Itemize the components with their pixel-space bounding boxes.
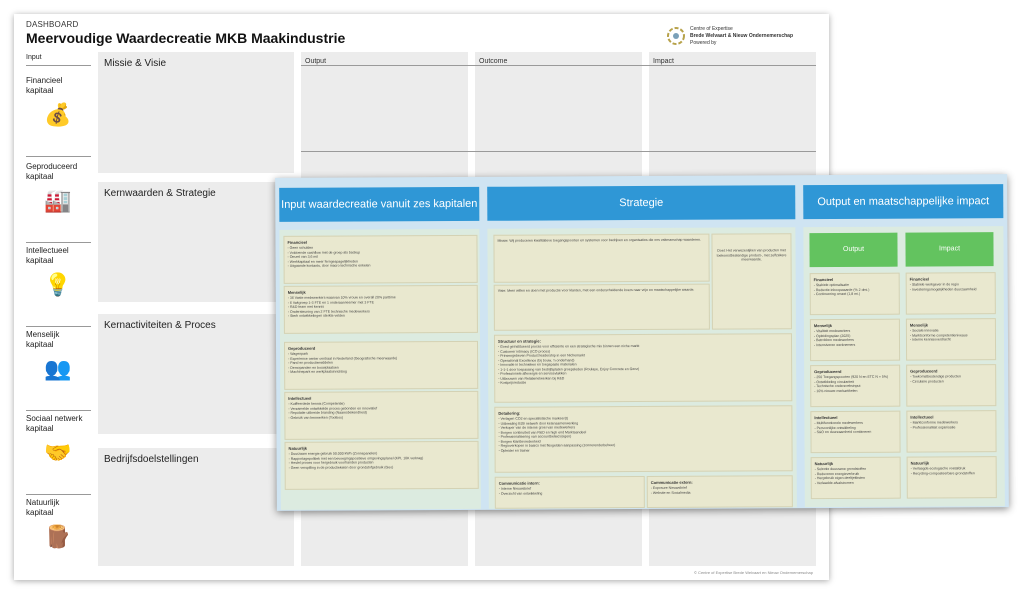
box-line: - Borgen continuïteit van R&D en high end Marktaandeel [498, 429, 587, 435]
panel-bedrijfsdoelstellingen [98, 448, 294, 566]
column-header: Outcome [479, 58, 508, 65]
box-title: Intellectueel [910, 414, 934, 420]
box-title: Financieel [287, 239, 308, 245]
box-line: - Ondersteuning van 2 FTE technische medewerkers [287, 308, 370, 314]
capital-label: Intellectueel kapitaal [26, 246, 69, 265]
box-line: - Verkoper van de interne groei van medewerkers [498, 425, 576, 430]
missie-text: Missie: Wij produceren kwalitatieve toegangspoorten en systemen voor bedrijven en organisaties die ons vakmanschap waarderen. [497, 237, 701, 243]
box-title: Natuurlijk [910, 460, 930, 466]
logo-emblem-icon [666, 26, 686, 46]
capital-item [26, 246, 91, 298]
box-line: - 1-1-1 door toepassing van bedrijfsplaten groepsleden (Roulaye, Enjoy Concrete en Genz) [498, 366, 640, 372]
row-title: Missie & Visie [104, 58, 167, 69]
sidebar-divider [26, 326, 91, 327]
dashboard-kicker: DASHBOARD [26, 20, 79, 29]
impact-box [906, 410, 996, 452]
box-line: - Website en Socialmedia [650, 490, 691, 495]
output-header: Output [809, 233, 897, 267]
sidebar-divider [26, 156, 91, 157]
box-title: Detailering: [498, 410, 521, 416]
box-title: Natuurlijk [288, 445, 308, 451]
output-box [810, 365, 900, 407]
input-box [283, 235, 477, 284]
panel-kernactiviteiten [98, 314, 294, 434]
box-line: - Continuering omzet (1,8 mi.) [813, 291, 861, 297]
box-line: - Voldoende cashflow met de groep als backup [287, 249, 361, 255]
communicatie-intern-box [495, 476, 645, 509]
box-title: Communicatie extern: [650, 479, 693, 485]
capital-label: Financieel kapitaal [26, 76, 63, 95]
impact-box [907, 456, 997, 498]
box-line: - Reputatie uitbreide branding (Naamsbekendheid) [288, 410, 367, 415]
box-title: Intellectueel [288, 395, 312, 401]
box-line: - Stabiele werkgever in de regio [909, 282, 959, 287]
box-line: - Professionaliteit organisatie [910, 424, 956, 430]
box-title: Financieel [909, 276, 930, 282]
band-strategie: Strategie [487, 185, 795, 221]
box-line: - Geen schulden [287, 245, 314, 250]
box-line: - Innovatie in technieken en toegepaste materialen [498, 362, 577, 367]
box-line: - S&O en duurzaamheid combineren [814, 429, 872, 435]
box-line: - Ontwikkeling circulariteit [814, 379, 854, 384]
panel-missie-visie [98, 52, 294, 173]
box-line: - Omzet van 3,6 mil [287, 254, 318, 259]
box-title: Financieel [813, 276, 834, 283]
row-title: Bedrijfsdoelstellingen [104, 454, 199, 465]
network-icon: 🤝 [44, 440, 72, 465]
row-title: Kernactiviteiten & Proces [104, 320, 216, 331]
box-line: - 10% nieuwe merkartikelen [814, 388, 858, 393]
box-line: - Selectie duurzame grondstoffen [814, 466, 867, 472]
box-line: - Experience center centraal in Nederland (Geografische meerwaarde) [288, 355, 398, 361]
box-line: - Sterk ontwikkelingen sterkte velden [287, 313, 345, 318]
box-line: - Kostprijsreductie [498, 380, 527, 385]
box-line: - Verlaadde afvalstromen [814, 480, 854, 485]
box-title: Structuur en strategie: [497, 338, 541, 344]
panel-kernwaarden [98, 182, 294, 302]
visie-box [494, 284, 710, 331]
box-line: - Operational Excellence (bij bouw, 'n onderhand) [498, 357, 575, 363]
box-line: - Technische onderzoeksinput [814, 383, 861, 389]
box-line: - Pand en productiemiddelen [288, 360, 333, 365]
box-title: Menselijk [813, 323, 832, 329]
box-line: - 6 Vakgroep 1-3 FTE en 1 onderaanneemer met 3 FTE [287, 299, 374, 305]
capital-item [26, 162, 91, 214]
doel-box [711, 233, 792, 329]
column-header: Output [305, 58, 327, 65]
strategy-sheet [275, 174, 1009, 511]
sidebar-divider [26, 494, 91, 495]
box-line: - Professionalisering van accountbeleid (eigen) [498, 434, 572, 439]
visie-text: Visie: Meer willen en doen met productie voor klanten, met een onderscheidende koers naar vrije en maatschappelijke waarde. [497, 287, 695, 293]
input-box [284, 285, 478, 334]
input-header: Input [26, 54, 42, 61]
sidebar-divider [26, 410, 91, 411]
people-icon: 👥 [44, 356, 72, 381]
output-box [810, 319, 900, 361]
box-line: - Prinsengebeven Product leadership in een Nichemarkt [498, 353, 585, 358]
capital-label: Natuurlijk kapitaal [26, 498, 60, 517]
impact-box [906, 272, 996, 314]
output-box [810, 273, 900, 315]
box-line: - Betrokken medewerkers [813, 337, 854, 343]
lightbulb-icon: 💡 [44, 272, 72, 297]
box-line: - Kuiffeerdede kennis (Competentie) [288, 401, 345, 406]
box-line: - Verlaagde ecologische voetafdruk [910, 466, 966, 471]
header-divider [301, 65, 816, 66]
sidebar-divider [26, 242, 91, 243]
logo-line-2: Brede Welvaart & Nieuw Ondernemerschap [690, 33, 793, 39]
input-box [284, 391, 478, 440]
box-line: - Circulaire producten [910, 378, 944, 384]
box-line: - Uitbreiding B2B netwerk door ketensamenwerking [498, 420, 579, 426]
box-line: - Overzicht van ontwikkeling [498, 491, 543, 496]
box-line: - Goed geïnstitueerd proces voor efficiënte en een strategische mix binnen een niche markt [498, 344, 640, 349]
doel-text: Doel: Het verwezenlijken van producten met toekomstbestendige product-, met zelfzekere meerwaarde. [716, 248, 787, 262]
communicatie-extern-box [647, 475, 793, 508]
capital-label: Geproduceerd kapitaal [26, 162, 78, 181]
box-line: - Machinepark en werkplaatsinrichting [288, 369, 347, 374]
capital-item [26, 330, 91, 382]
coins-icon: 💰 [44, 102, 72, 127]
box-line: - Hestel proces voor hergebruik voorhanden producten [288, 460, 374, 465]
box-title: Geproduceerd [288, 345, 316, 351]
missie-box [493, 234, 709, 283]
box-line: - R&D team met kennis [287, 304, 325, 309]
box-title: Natuurlijk [814, 461, 834, 467]
box-title: Geproduceerd [910, 368, 938, 374]
dashboard-title: Meervoudige Waardecreatie MKB Maakindustrie [26, 30, 346, 46]
box-line: - Geen verspilling in de productieketen door grondstofgebruik (Geo) [288, 464, 394, 470]
band-input: Input waardecreatie vanuit zes kapitalen [279, 187, 479, 222]
sidebar-divider [26, 65, 91, 66]
factory-icon: 🏭 [44, 188, 72, 213]
box-line: - Hergebruik eigen deeltjekksten [814, 475, 865, 481]
impact-header: Impact [905, 232, 993, 266]
box-line: - Stabiele optimalisatie [813, 282, 849, 288]
capital-label: Menselijk kapitaal [26, 330, 60, 349]
centre-logo [666, 24, 816, 50]
box-line: - Duurzaam energie gebruik 50.000 kWh (Zonnepanelen) [288, 451, 378, 456]
box-line: - Demopanden en bouwplaatsen [288, 365, 339, 370]
column-header: Impact [653, 58, 675, 65]
box-line: - Multifunctionele medewerkers [814, 420, 863, 426]
input-box [285, 441, 479, 490]
box-line: - Vitaliteit medewerkers [813, 328, 851, 334]
box-line: - Verlagen CO2 en specialistische markeer(t) [498, 416, 569, 421]
box-line: - Uitbouwen van Relatienetwerken bij R&D [498, 375, 565, 381]
box-line: - Opleidingsplan (2025) [813, 333, 851, 338]
box-line: - Customer intimacy (ICO proces) [498, 348, 551, 354]
box-line: - Professionele aflevergie en servicevlakken [498, 371, 567, 376]
band-output-impact: Output en maatschappelijke impact [803, 184, 1003, 219]
structuur-box [494, 333, 792, 403]
box-title: Menselijk [287, 289, 306, 295]
box-line: - Rapportagepolitiek met een bevoegingspositieve omgevingsplanel (KPI, 10K verkrag) [288, 455, 424, 461]
box-line: - Exposure Nieuwsbrief [650, 485, 687, 490]
box-line: - Borgen klanttevredenheid [498, 439, 541, 444]
impact-box [906, 364, 996, 406]
box-line: - Wagenpark [288, 351, 308, 356]
box-line: - Interne kennisoverdracht [909, 337, 951, 342]
box-line: - 36 Vaste medewerkers waarvan 10% vrouw en overall 20% parttime [287, 295, 396, 300]
box-line: - Persoonlijke ontwikkeling [814, 425, 856, 430]
row-divider [301, 151, 816, 152]
box-line: - Reduceren energieverbruik [814, 471, 860, 476]
box-line: - Werkkapitaal en meer ferngespagelijkheden [287, 258, 358, 264]
box-line: - Marktconforme medewerkers [910, 420, 958, 425]
box-line: - Recycling-composteerbare grondstoffen [910, 470, 975, 476]
box-line: - Intensiveren werknemers [814, 342, 856, 347]
box-line: - 250 Toegangspoorten (920 N en ETC N = 5%) [814, 374, 889, 380]
box-line: - Marktconforme competentieniveaus [909, 332, 968, 338]
box-title: Intellectueel [814, 414, 838, 421]
box-line: - Interne Nieuwsbrief [498, 486, 532, 491]
box-line: - Toekomstbestendige producten [910, 374, 961, 379]
box-line: - Uitgaande kontants, door macro technische enkelen [287, 263, 371, 268]
box-line: - Sociale innovatie [909, 328, 939, 333]
box-line: - Verzamelde ontwikkelde proces gebonden en innovatief [288, 405, 378, 411]
output-box [811, 457, 901, 499]
box-line: - Reductie inkoopwaarde (% 2 dmi.) [813, 287, 870, 292]
row-title: Kernwaarden & Strategie [104, 188, 216, 199]
log-icon: 🪵 [44, 524, 72, 549]
capital-item [26, 414, 91, 466]
logo-line-1: Centre of Expertise [690, 26, 733, 32]
box-title: Communicatie intern: [498, 480, 540, 486]
box-line: - Investeringsmogelijkheden duurzaamheid [909, 286, 977, 292]
box-line: - Opleider en trainer [498, 448, 530, 453]
copyright: © Centre of Expertise Brede Welvaart en Nieuw Ondernemerschap [694, 570, 813, 575]
impact-box [906, 318, 996, 360]
input-box [284, 341, 478, 390]
box-line: - Regioverkopen in basics met flexgelden aanpassing (zonnerenderbeheer) [498, 443, 616, 448]
detailering-box [494, 405, 792, 473]
capital-label: Sociaal netwerk kapitaal [26, 414, 83, 433]
box-line: - Gebruik van kenmerken (Toolbox) [288, 415, 344, 420]
capital-item [26, 76, 91, 128]
logo-line-3: Powered by [690, 40, 717, 46]
box-title: Menselijk [909, 322, 928, 328]
box-title: Geproduceerd [814, 368, 842, 375]
capital-item [26, 498, 91, 550]
output-box [810, 411, 900, 453]
